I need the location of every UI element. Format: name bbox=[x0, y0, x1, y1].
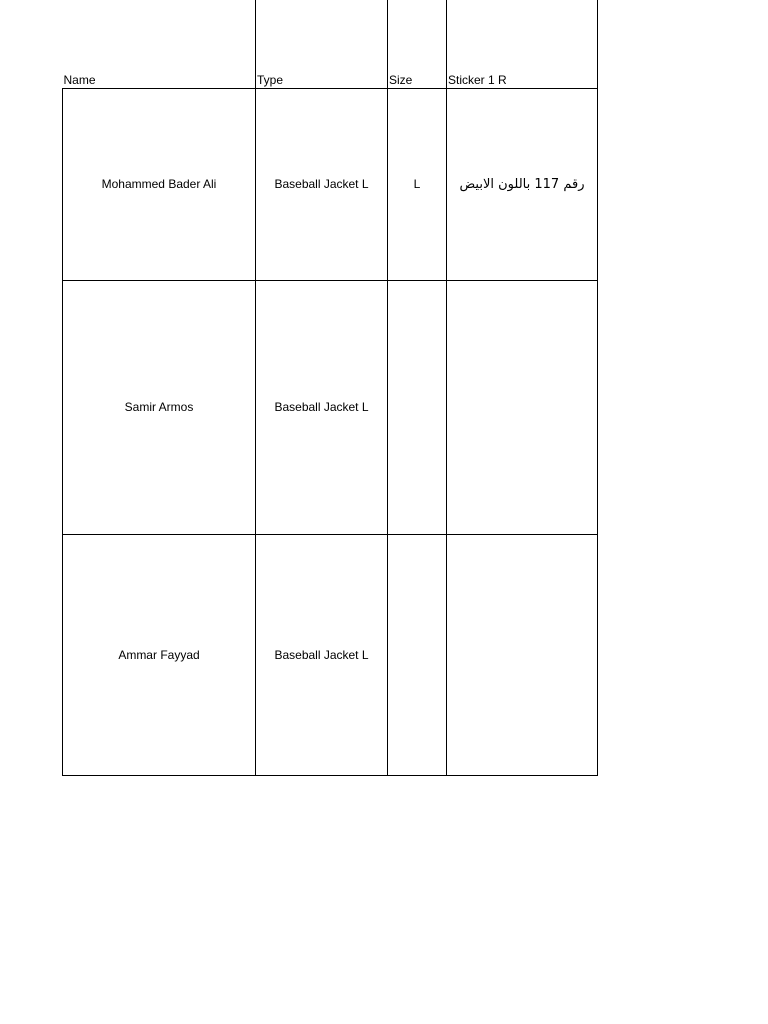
cell-sticker[interactable] bbox=[447, 534, 598, 775]
cell-type[interactable]: Baseball Jacket L bbox=[256, 534, 388, 775]
column-header-size: Size bbox=[388, 0, 447, 88]
cell-size[interactable] bbox=[388, 280, 447, 534]
cell-name[interactable]: Mohammed Bader Ali bbox=[63, 88, 256, 280]
cell-name[interactable]: Samir Armos bbox=[63, 280, 256, 534]
column-header-type: Type bbox=[256, 0, 388, 88]
spreadsheet-page bbox=[62, 0, 598, 776]
column-header-name: Name bbox=[63, 72, 96, 87]
cell-size[interactable] bbox=[388, 534, 447, 775]
cell-sticker[interactable] bbox=[447, 280, 598, 534]
table-row bbox=[63, 88, 598, 280]
cell-type[interactable]: Baseball Jacket L bbox=[256, 88, 388, 280]
cell-size[interactable]: L bbox=[388, 88, 447, 280]
table-row bbox=[63, 534, 598, 775]
table-row bbox=[63, 280, 598, 534]
header-row bbox=[63, 0, 598, 88]
cell-name[interactable]: Ammar Fayyad bbox=[63, 534, 256, 775]
orders-table bbox=[62, 0, 598, 776]
column-header-sticker: Sticker 1 R bbox=[447, 0, 598, 88]
cell-sticker[interactable]: رقم 117 باللون الابيض bbox=[447, 88, 598, 280]
cell-type[interactable]: Baseball Jacket L bbox=[256, 280, 388, 534]
